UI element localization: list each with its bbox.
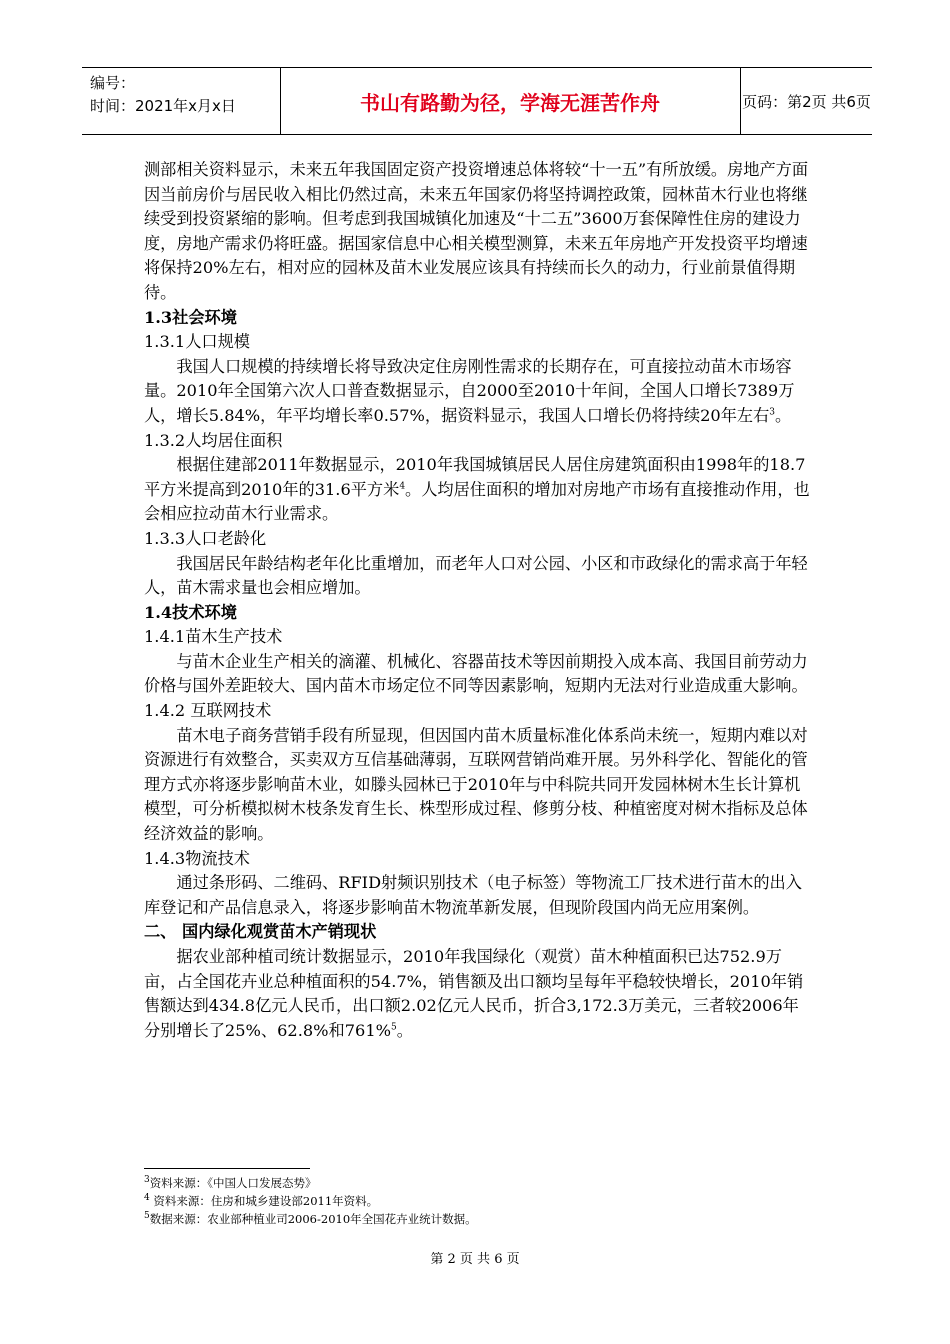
- page-header: [82, 67, 872, 135]
- footnote-ref: 4: [399, 481, 406, 492]
- paragraph: 据农业部种植司统计数据显示，2010年我国绿化（观赏）苗木种植面积已达752.9万亩，占全国花卉业总种植面积的54.7%，销售额及出口额均呈每年平稳较快增长，2010年销售额达到434.8亿元人民币，出口额2.02亿元人民币，折合3,172.3万美元，三者较2006年分别增长了25%、62.8%和761%$^5$。: [144, 947, 804, 1040]
- document-body: [144, 158, 810, 1043]
- footnote: $^4$ 资料来源：住房和城乡建设部2011年资料。: [144, 1193, 379, 1208]
- subsection-heading: 1.4.3物流技术: [144, 848, 250, 868]
- section-heading: 1.4技术环境: [144, 602, 237, 622]
- paragraph: 测部相关资料显示，未来五年我国固定资产投资增速总体将较“十一五”有所放缓。房地产方面因当前房价与居民收入相比仍然过高，未来五年国家仍将坚持调控政策，园林苗木行业也将继续受到投资紧缩的影响。但考虑到我国城镇化加速及“十二五”3600万套保障性住房的建设力度，房地产需求仍将旺盛。据国家信息中心相关模型测算，未来五年房地产开发投资平均增速将保持20%左右，相对应的园林及苗木业发展应该具有持续而长久的动力，行业前景值得期待。: [144, 160, 809, 302]
- header-meta: [82, 68, 281, 134]
- subsection-heading: 1.4.1苗木生产技术: [144, 627, 283, 647]
- chapter-heading: 二、 国内绿化观赏苗木产销现状: [144, 922, 377, 942]
- time-label: 时间：2021年x月x日: [90, 97, 236, 115]
- paragraph: 我国人口规模的持续增长将导致决定住房刚性需求的长期存在，可直接拉动苗木市场容量。2010年全国第六次人口普查数据显示，自2000至2010十年间，全国人口增长7389万人，增长5.84%，年平均增长率0.57%，据资料显示，我国人口增长仍将持续20年左右$^3$。: [144, 356, 795, 425]
- footnotes: [144, 1174, 477, 1228]
- header-motto: 书山有路勤为径，学海无涯苦作舟: [280, 68, 741, 134]
- subsection-heading: 1.3.1人口规模: [144, 332, 250, 352]
- paragraph: 通过条形码、二维码、RFID射频识别技术（电子标签）等物流工厂技术进行苗木的出入库登记和产品信息录入，将逐步影响苗木物流革新发展，但现阶段国内尚无应用案例。: [144, 873, 802, 917]
- header-page-info: 页码：第2页 共6页: [742, 92, 871, 111]
- footnote-ref: 3: [769, 407, 775, 418]
- paragraph: 我国居民年龄结构老年化比重增加，而老年人口对公园、小区和市政绿化的需求高于年轻人，苗木需求量也会相应增加。: [144, 553, 808, 598]
- footnote-separator: [144, 1168, 310, 1169]
- paragraph: 苗木电子商务营销手段有所显现，但因国内苗木质量标准化体系尚未统一，短期内难以对资源进行有效整合，买卖双方互信基础薄弱，互联网营销尚难开展。另外科学化、智能化的管理方式亦将逐步影响苗木业，如滕头园林已于2010年与中科院共同开发园林树木生长计算机模型，可分析模拟树木枝条发育生长、株型形成过程、修剪分枝、种植密度对树木指标及总体经济效益的影响。: [144, 725, 808, 844]
- subsection-heading: 1.4.2 互联网技术: [144, 701, 272, 721]
- footnote: $^3$资料来源：《中国人口发展态势》: [144, 1175, 317, 1190]
- subsection-heading: 1.3.3人口老龄化: [144, 528, 267, 548]
- number-label: 编号：: [90, 74, 136, 92]
- paragraph: 根据住建部2011年数据显示，2010年我国城镇居民人居住房建筑面积由1998年的18.7平方米提高到2010年的31.6平方米$^4$。人均居住面积的增加对房地产市场有直接推动作用，也会相应拉动苗木行业需求。: [144, 455, 810, 524]
- footnote: $^5$数据来源：农业部种植业司2006-2010年全国花卉业统计数据。: [144, 1211, 477, 1226]
- section-heading: 1.3社会环境: [144, 307, 237, 327]
- footnote-ref: 5: [391, 1022, 397, 1033]
- page-footer: 第 2 页 共 6 页: [430, 1252, 520, 1267]
- paragraph: 与苗木企业生产相关的滴灌、机械化、容器苗技术等因前期投入成本高、我国目前劳动力价格与国外差距较大、国内苗木市场定位不同等因素影响，短期内无法对行业造成重大影响。: [144, 651, 808, 696]
- subsection-heading: 1.3.2人均居住面积: [144, 430, 283, 450]
